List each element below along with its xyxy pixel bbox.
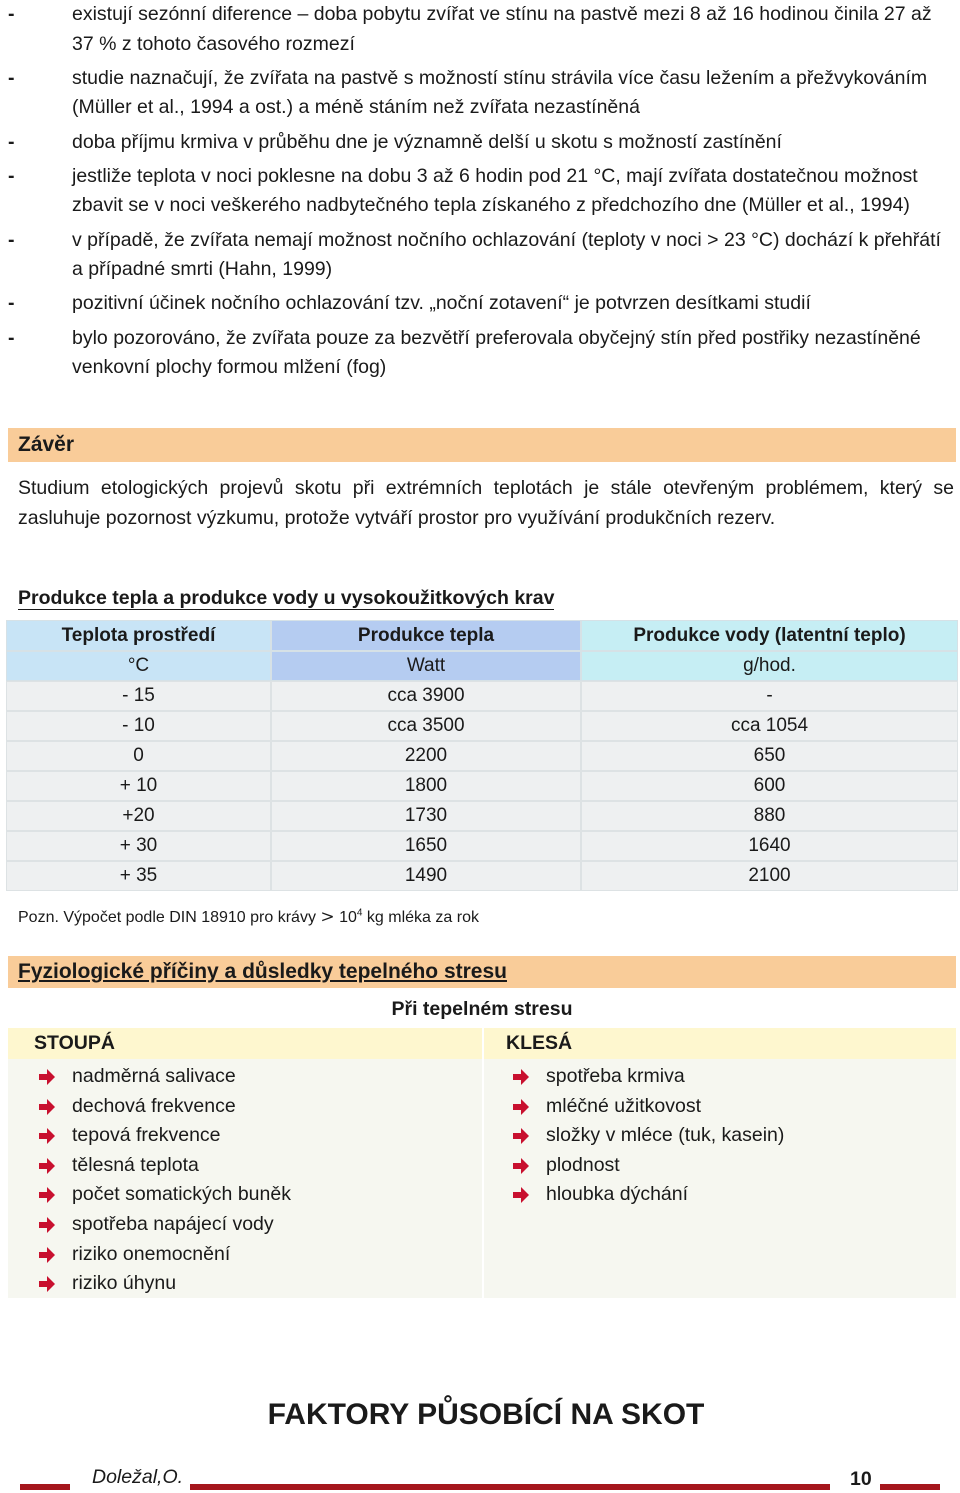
note-exponent: 4 [356,907,363,919]
list-item [484,1121,956,1151]
bullet-text: existují sezónní diference – doba pobytu zvířat ve stínu na pastvě mezi 8 až 16 hodinou činila 27 až 37 % z tohoto časového rozmezí [72,3,932,55]
bullet-dash: - [8,130,15,153]
right-arrow-icon [38,1216,56,1234]
bullet-text: v případě, že zvířata nemají možnost nočního ochlazování (teploty v noci > 23 °C) dochází k přehřátí a případné smrti (Hahn, 1999) [72,228,941,281]
table-cell: 1800 [271,771,581,801]
stress-section-heading: Fyziologické příčiny a důsledky tepelného stresu [8,956,956,988]
list-item [8,1180,482,1210]
bullet-text: jestliže teplota v noci poklesne na dobu 3 až 6 hodin pod 21 °C, mají zvířata dostatečnou možnost zbavit se v noci veškerého nadbytečného tepla získaného z předchozího dne (Müller et al., 1994) [72,164,918,217]
header-cell-water: Produkce vody (latentní teplo) [581,620,958,651]
list-item-text: spotřeba krmiva [546,1065,685,1087]
list-item-text: nadměrná salivace [72,1065,236,1087]
conclusion-text: Studium etologických projevů skotu při extrémních teplotách je stále otevřeným problémem, který se zasluhuje pozornost výzkumu, protože vytváří prostor pro využívání produkčních rezerv. [18,477,954,529]
greater-than-symbol: > [320,907,335,927]
list-item-text: tělesná teplota [72,1153,199,1176]
table-header-row [6,620,958,651]
fall-column [484,1028,956,1298]
table-row [6,771,958,801]
bullet-item [8,324,952,383]
list-item-text: plodnost [546,1153,620,1176]
bullet-item [8,226,952,285]
table-cell: 1650 [271,831,581,861]
right-arrow-icon [38,1275,56,1293]
table-cell: cca 3900 [271,681,581,711]
list-item-text: počet somatických buněk [72,1183,291,1206]
list-item-text: riziko onemocnění [72,1242,231,1265]
right-arrow-icon [512,1186,530,1204]
list-item-text: tepová frekvence [72,1124,221,1147]
footer-rule [20,1484,70,1490]
list-item-text: spotřeba napájecí vody [72,1212,274,1235]
table-cell: 2200 [271,741,581,771]
rise-list [8,1062,482,1299]
table-title-text: Produkce tepla a produkce vody u vysokoužitkových krav [18,587,555,609]
list-item [8,1121,482,1151]
bullet-item [8,289,952,319]
stress-subheading: Při tepelném stresu [391,998,573,1020]
right-arrow-icon [512,1157,530,1175]
list-item [484,1092,956,1122]
unit-cell-heat: Watt [271,651,581,681]
table-units-row [6,651,958,681]
bullet-text: bylo pozorováno, že zvířata pouze za bezvětří preferovala obyčejný stín před postřiky nezastíněné venkovní plochy formou mlžení (fog) [72,326,921,379]
bullet-dash: - [8,292,15,315]
heat-production-table [6,620,958,891]
chapter-title: FAKTORY PŮSOBÍCÍ NA SKOT [267,1398,705,1431]
table-cell: 650 [581,741,958,771]
list-item-text: mléčné užitkovost [546,1094,701,1117]
rise-column [8,1028,482,1298]
bullet-text: pozitivní účinek nočního ochlazování tzv. „noční zotavení“ je potvrzen desítkami studií [72,292,811,315]
table-cell: 880 [581,801,958,831]
bullet-item [8,162,952,221]
list-item [8,1210,482,1240]
unit-cell-temperature: °C [6,651,271,681]
table-title [18,587,554,610]
table-row [6,741,958,771]
table-note [18,907,479,927]
table-cell: 1730 [271,801,581,831]
header-cell-heat: Produkce tepla [271,620,581,651]
fall-list [484,1062,956,1210]
bullet-list [8,0,952,387]
table-cell: 1640 [581,831,958,861]
fall-column-title: KLESÁ [484,1028,956,1059]
table-cell: - 15 [6,681,271,711]
right-arrow-icon [38,1186,56,1204]
list-item [484,1062,956,1092]
table-row [6,861,958,891]
table-cell: cca 1054 [581,711,958,741]
right-arrow-icon [38,1098,56,1116]
table-cell: 1490 [271,861,581,891]
right-arrow-icon [512,1068,530,1086]
unit-cell-water: g/hod. [581,651,958,681]
right-arrow-icon [38,1246,56,1264]
list-item-text: složky v mléce (tuk, kasein) [546,1124,785,1147]
bullet-item [8,64,952,123]
bullet-item [8,128,952,158]
footer-rule [190,1484,830,1490]
bullet-text: doba příjmu krmiva v průběhu dne je významně delší u skotu s možností zastínění [72,130,782,153]
header-cell-temperature: Teplota prostředí [6,620,271,651]
table-cell: + 10 [6,771,271,801]
right-arrow-icon [38,1157,56,1175]
table-cell: - 10 [6,711,271,741]
bullet-text: studie naznačují, že zvířata na pastvě s možností stínu strávila více času ležením a přežvykováním (Müller et al., 1994 a ost.) a méně stáním než zvířata nezastíněná [72,66,928,119]
table-row [6,681,958,711]
page-number: 10 [846,1468,876,1491]
note-suffix: kg mléka za rok [366,909,479,926]
table-cell: 2100 [581,861,958,891]
table-cell: 600 [581,771,958,801]
list-item [8,1151,482,1181]
rise-column-title: STOUPÁ [8,1028,482,1059]
conclusion-heading: Závěr [8,428,956,462]
bullet-dash: - [8,228,15,251]
note-base: 10 [339,909,357,926]
bullet-dash: - [8,66,15,89]
table-row [6,831,958,861]
table-cell: +20 [6,801,271,831]
right-arrow-icon [512,1098,530,1116]
footer-author: Doležal,O. [88,1466,187,1489]
table-cell: + 35 [6,861,271,891]
table-cell: - [581,681,958,711]
list-item [8,1062,482,1092]
list-item-text: hloubka dýchání [546,1183,689,1206]
table-cell: cca 3500 [271,711,581,741]
list-item-text: dechová frekvence [72,1094,236,1117]
note-prefix: Pozn. Výpočet podle DIN 18910 pro krávy [18,909,316,926]
list-item [8,1240,482,1270]
table-cell: + 30 [6,831,271,861]
table-cell: 0 [6,741,271,771]
table-row [6,801,958,831]
bullet-dash: - [8,326,15,349]
right-arrow-icon [38,1127,56,1145]
table-row [6,711,958,741]
list-item [484,1151,956,1181]
footer-rule [880,1484,940,1490]
list-item [8,1092,482,1122]
list-item [8,1269,482,1299]
list-item-text: riziko úhynu [72,1272,177,1295]
list-item [484,1180,956,1210]
bullet-dash: - [8,3,15,25]
bullet-dash: - [8,164,15,187]
right-arrow-icon [512,1127,530,1145]
bullet-item [8,0,952,59]
right-arrow-icon [38,1068,56,1086]
